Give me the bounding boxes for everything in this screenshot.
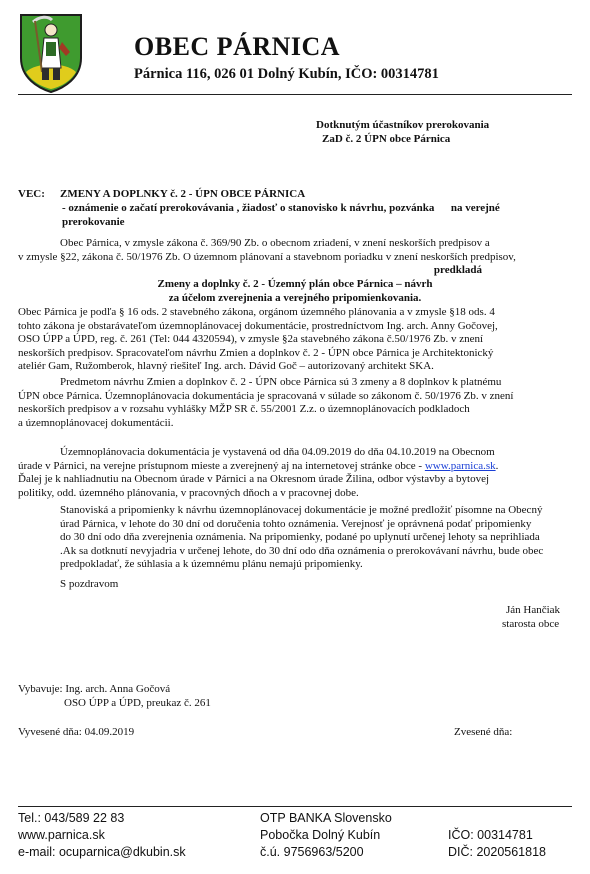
subject-label: VEC: [18,188,45,200]
body-paragraph-5: Stanoviská a pripomienky k návrhu územnoplánovacej dokumentácie je možné predložiť písomne na Obecný úrad Párnica, v lehote do 30 dní od doručenia tohto oznámenia. Verejnosť je oprávnená podať pripomienky do 30 dní odo dňa zverejnenia oznámenia. Na pripomienky, podané po uplynutí určenej lehoty sa neprihliada .Ak sa dotknutí nevyjadria v určenej lehote, do 30 dní odo dňa oznámenia o prerokovávaní návrhu, bude obec predpokladať, že súhlasia a k územnému plánu nemajú pripomienky. [60,504,544,571]
document-title-line-2: za účelom zverejnenia a verejného pripomienkovania. [168,292,422,304]
removed-date: Zvesené dňa: [454,726,513,738]
footer-website[interactable]: www.parnica.sk [18,828,105,842]
footer-bank-name: OTP BANKA Slovensko [260,811,392,825]
recipient-line-2: ZaD č. 2 ÚPN obce Párnica [322,133,451,145]
greeting: S pozdravom [60,578,119,590]
footer-ids-spacer [448,810,546,827]
body-paragraph-3: Predmetom návrhu Zmien a doplnkov č. 2 - ÚPN obce Párnica sú 3 zmeny a 8 doplnkov k platnému ÚPN obce Párnica. Územnoplánovacia dokumentácia je spracovaná v súlade so zákonom č. 50/1976 Zb. v znení neskorších predpisov a v rozsahu vyhlášky MŽP SR č. 55/2001 Z.z. o územnoplánovacích podkladoch a územnoplánovacej dokumentácii. [18,376,514,429]
body-paragraph-4: Územnoplánovacia dokumentácia je vystavená od dňa 04.09.2019 do dňa 04.10.2019 na Obecnom úrade v Párnici, na verejne prístupnom mieste a zverejnený aj na internetovej stránke obce - www.parnica.sk. Ďalej je k nahliadnutiu na Obecnom úrade v Párnici a na Okresnom úrade Žilina, odbor výstavby a bytovej politiky, odd. územného plánovania, v pracovných dňoch a v pracovnej dobe. [18,446,499,499]
prepared-by-line-1: Vybavuje: Ing. arch. Anna Gočová [18,683,171,695]
website-link[interactable]: www.parnica.sk [424,459,496,472]
recipient-line-1: Dotknutým účastníkov prerokovania [316,119,490,131]
coat-of-arms-logo [18,12,84,94]
subject-line-1: ZMENY A DOPLNKY č. 2 - ÚPN OBCE PÁRNICA [60,188,306,200]
body-paragraph-1: Obec Párnica, v zmysle zákona č. 369/90 Zb. o obecnom zriadení, v znení neskorších predpisov a v zmysle §22, zákona č. 50/1976 Zb. O územnom plánovaní a stavebnom poriadku v znení neskorších predpisov, [18,237,516,263]
header-divider [18,94,572,95]
prepared-by-line-2: OSO ÚPP a ÚPD, preukaz č. 261 [64,697,211,709]
municipality-title: OBEC PÁRNICA [134,32,341,61]
predklada-label: predkladá [433,264,482,276]
municipality-address: Párnica 116, 026 01 Dolný Kubín, IČO: 00314781 [134,66,439,82]
subject-line-2: - oznámenie o začatí prerokovávania , žiadosť o stanovisko k návrhu, pozvánka na verejné [62,202,500,214]
signature-name: Ján Hančiak [506,604,561,616]
footer-ids-column [448,810,546,861]
footer-phone: Tel.: 043/589 22 83 [18,811,125,825]
footer-bank-account: č.ú. 9756963/5200 [260,845,364,859]
footer-dic: DIČ: 2020561818 [448,845,546,859]
signature-role: starosta obce [502,618,560,630]
footer-contact-column [18,810,186,861]
body-paragraph-2: Obec Párnica je podľa § 16 ods. 2 stavebného zákona, orgánom územného plánovania a v zmysle §18 ods. 4 tohto zákona je obstarávateľom územnoplánovacej dokumentácie, prostredníctvom Ing. arch. Anny Gočovej, OSO ÚPP a ÚPD, reg. č. 261 (Tel: 044 4320594), v zmysle §2a stavebného zákona č.50/1976 Zb. v znení neskorších predpisov. Spracovateľom návrhu Zmien a doplnkov č. 2 - ÚPN obce Párnica je Architektonický ateliér Gam, Ružomberok, hlavný riešiteľ Ing. arch. Dávid Goč – autorizovaný architekt SKA. [18,306,498,373]
posted-date: Vyvesené dňa: 04.09.2019 [18,726,135,738]
subject-line-3: prerokovanie [62,216,125,228]
document-title-line-1: Zmeny a doplnky č. 2 - Územný plán obce Párnica – návrh [157,278,433,290]
footer-email[interactable]: e-mail: ocuparnica@dkubin.sk [18,845,186,859]
footer-ico: IČO: 00314781 [448,828,533,842]
footer-bank-branch: Pobočka Dolný Kubín [260,828,381,842]
footer-divider [18,806,572,807]
footer-bank-column [260,810,392,861]
